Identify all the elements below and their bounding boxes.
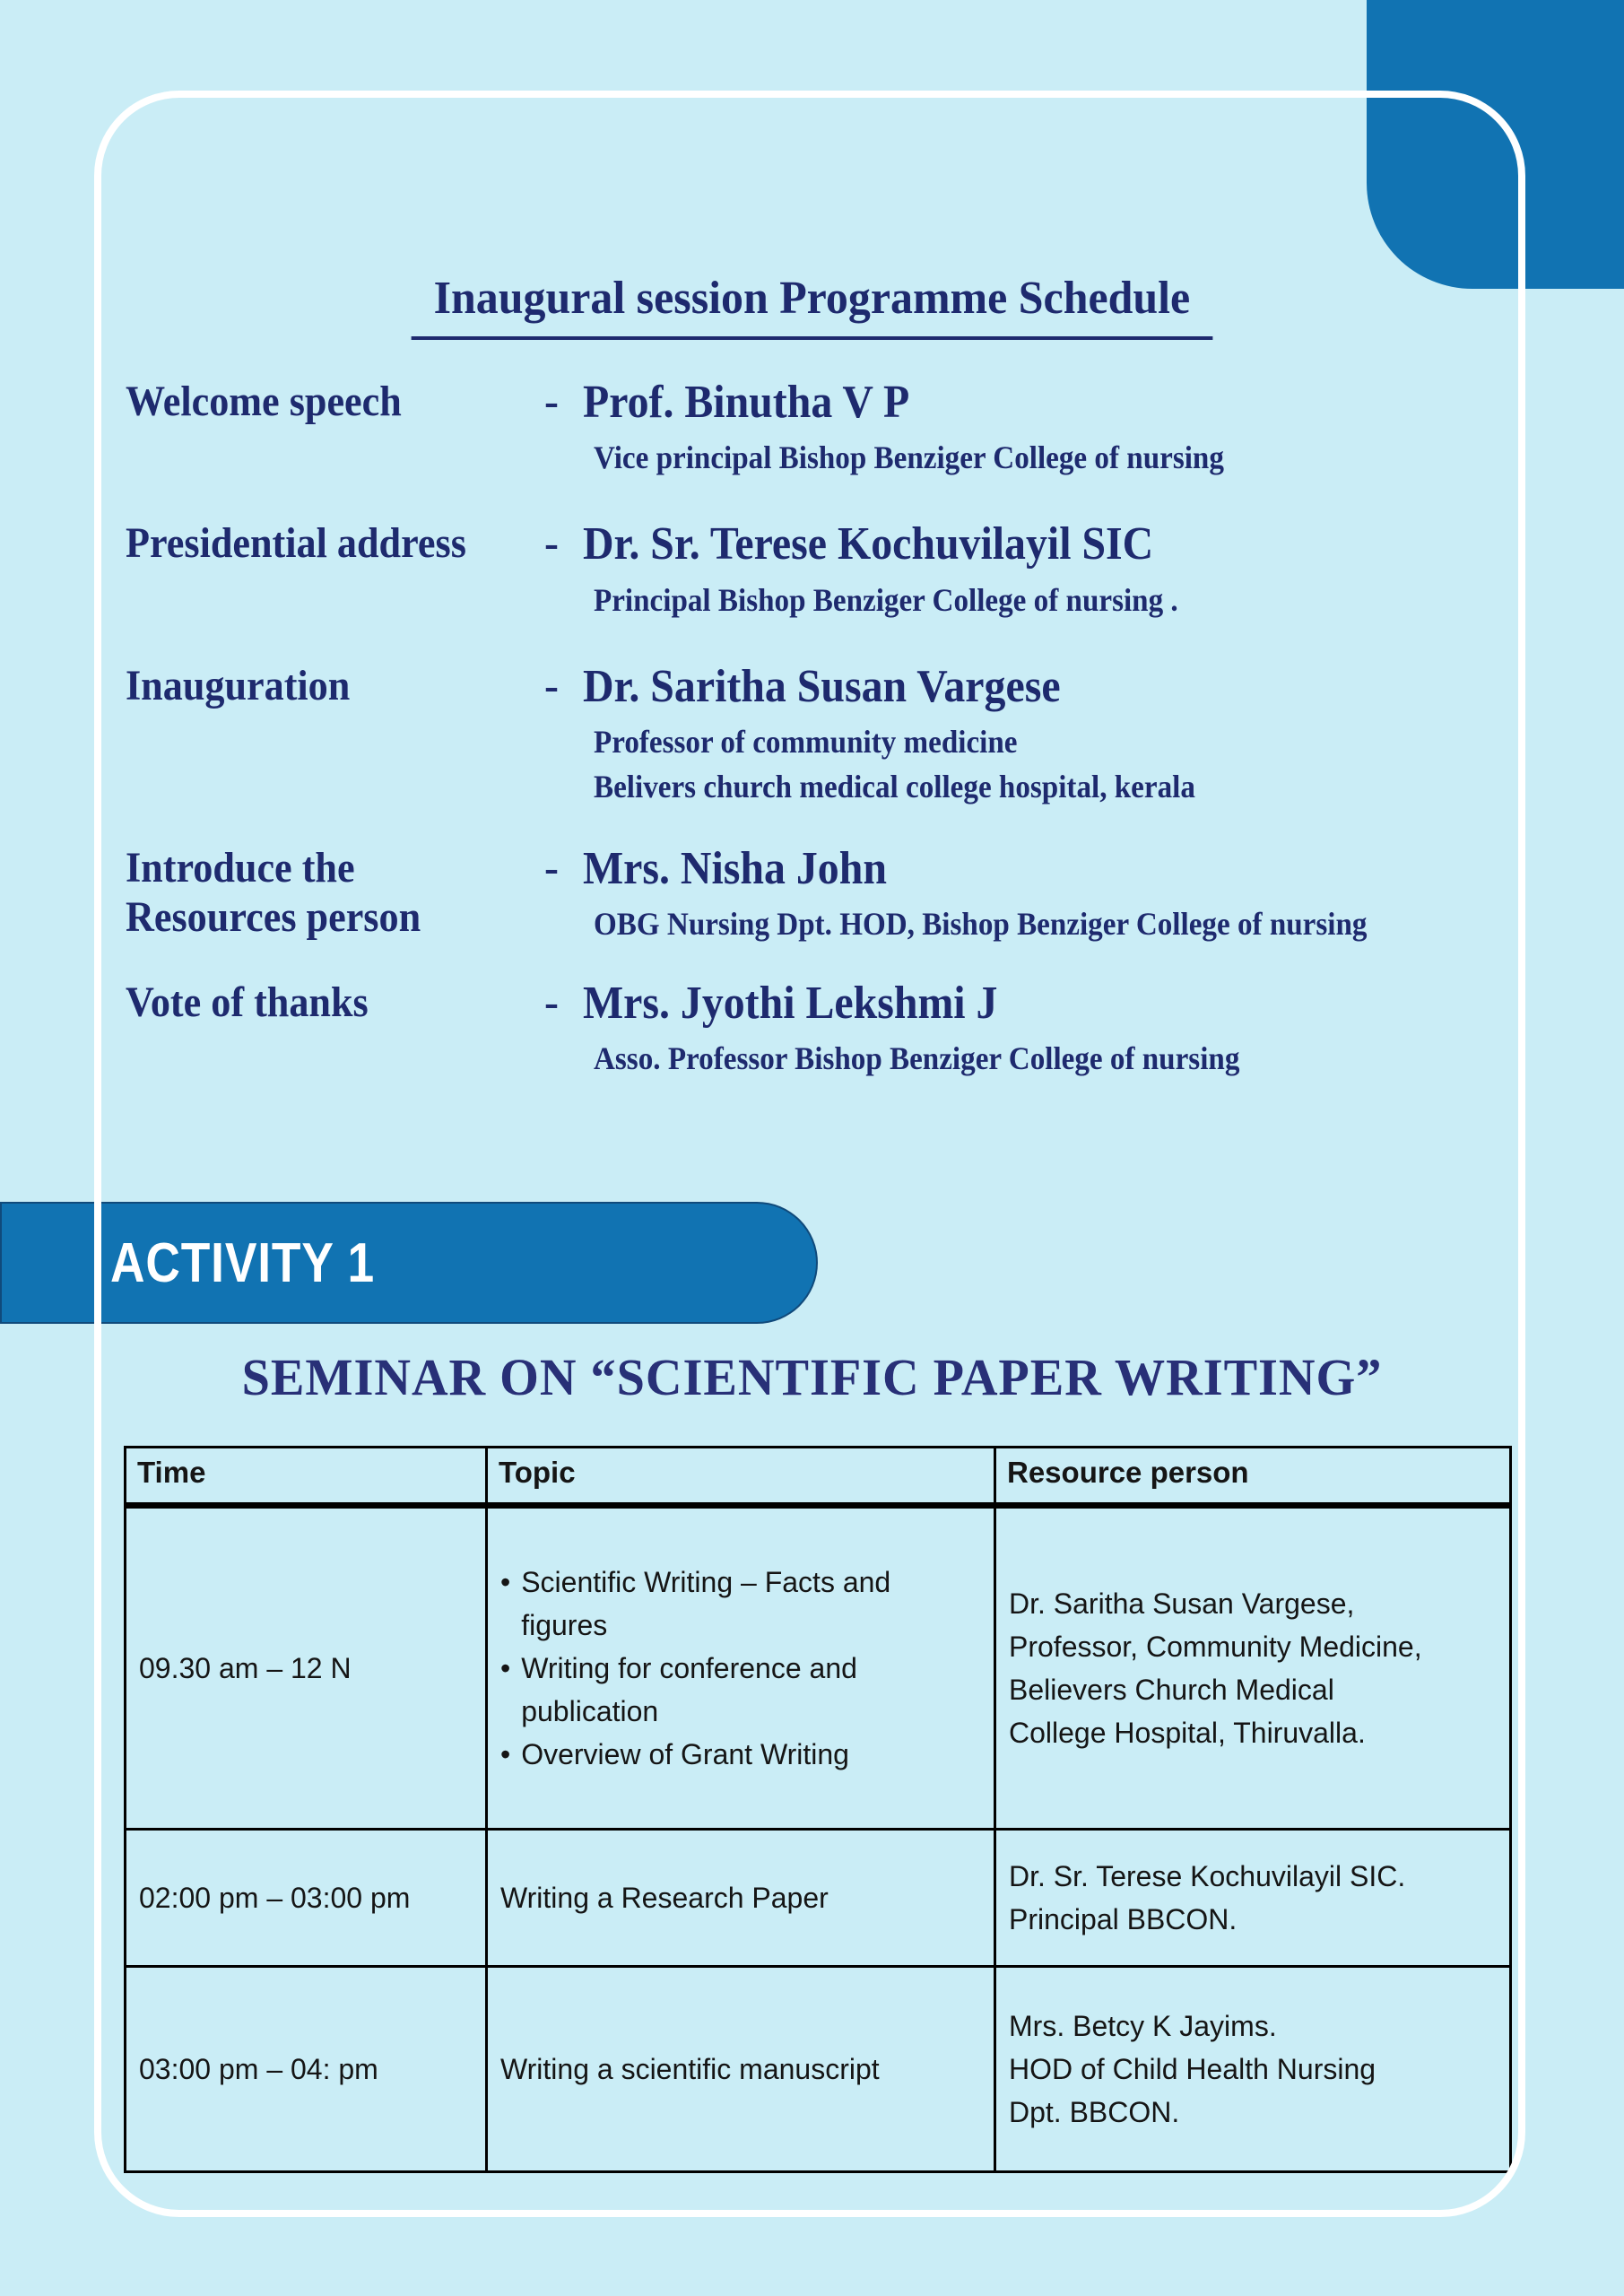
programme-row-thanks [126,978,1471,1080]
programme-label [126,843,520,945]
seminar-schedule-table [124,1446,1512,2173]
topic-bullet: • Writing for conference and publication [500,1647,981,1733]
programme-row-introduce [126,843,1471,945]
programme-person-role: OBG Nursing Dpt. HOD, Bishop Benziger College of nursing [594,905,1368,942]
seminar-heading: SEMINAR ON “SCIENTIFIC PAPER WRITING” [241,1348,1383,1406]
programme-label-line: Introduce the [126,843,355,891]
dash-separator: - [544,661,559,709]
programme-person-role: Professor of community medicine [594,724,1018,761]
topic-cell [487,1506,995,1830]
table-row [126,1830,1511,1967]
programme-person-name: Prof. Binutha V P [583,377,910,428]
seminar-heading-wrap [0,1347,1624,1407]
resource-person-cell: Dr. Sr. Terese Kochuvilayil SIC. Principal BBCON. [995,1830,1511,1967]
topic-cell: Writing a scientific manuscript [487,1967,995,2172]
programme-label-line: Presidential address [126,519,466,568]
bullet-icon: • [500,1652,511,1684]
time-cell: 09.30 am – 12 N [126,1506,487,1830]
resource-person-cell: Mrs. Betcy K Jayims. HOD of Child Health Nursing Dpt. BBCON. [995,1967,1511,2172]
table-row [126,1967,1511,2172]
programme-person [583,661,1471,809]
table-header-row [126,1448,1511,1506]
programme-row-inauguration [126,661,1471,809]
dash-separator: - [544,378,559,425]
time-cell: 03:00 pm – 04: pm [126,1967,487,2172]
programme-label-line: Vote of thanks [126,978,369,1026]
dash-separator: - [544,978,559,1026]
programme-row-presidential [126,518,1471,621]
time-cell: 02:00 pm – 03:00 pm [126,1830,487,1967]
table-row [126,1506,1511,1830]
programme-person [583,843,1471,945]
topic-bullet: • Scientific Writing – Facts and figures [500,1561,981,1647]
dash-separator: - [544,843,559,891]
programme-person [583,518,1471,621]
programme-title: Inaugural session Programme Schedule [412,272,1213,340]
top-right-accent-shape [1367,0,1624,289]
programme-person-role: Principal Bishop Benziger College of nursing . [594,581,1178,618]
programme-person-name: Mrs. Jyothi Lekshmi J [583,977,998,1029]
bullet-icon: • [500,1566,511,1598]
col-header-time: Time [126,1448,487,1506]
programme-person-role: Vice principal Bishop Benziger College of nursing [594,439,1224,476]
programme-label [126,518,520,621]
activity-banner [0,1202,818,1324]
programme-label-line: Welcome speech [126,378,402,425]
topic-cell: Writing a Research Paper [487,1830,995,1967]
programme-person [583,377,1471,479]
programme-person-name: Mrs. Nisha John [583,842,887,894]
topic-bullet: • Overview of Grant Writing [500,1733,981,1776]
programme-label [126,377,520,479]
programme-label-line: Inauguration [126,661,351,709]
col-header-topic: Topic [487,1448,995,1506]
bullet-icon: • [500,1738,511,1770]
programme-label [126,661,520,809]
programme-label [126,978,520,1080]
dash-separator: - [544,519,559,568]
programme-title-wrap [0,272,1624,340]
programme-person [583,978,1471,1080]
col-header-resource-person: Resource person [995,1448,1511,1506]
programme-person-name: Dr. Sr. Terese Kochuvilayil SIC [583,518,1154,570]
programme-row-welcome [126,377,1471,479]
activity-banner-label: ACTIVITY 1 [110,1231,376,1294]
programme-person-role: Asso. Professor Bishop Benziger College of nursing [594,1040,1240,1077]
programme-person-role: Belivers church medical college hospital, kerala [594,769,1195,805]
programme-person-name: Dr. Saritha Susan Vargese [583,660,1061,712]
programme-label-line: Resources person [126,892,421,941]
programme-list [126,377,1471,1119]
resource-person-cell: Dr. Saritha Susan Vargese, Professor, Community Medicine, Believers Church Medical College Hospital, Thiruvalla. [995,1506,1511,1830]
